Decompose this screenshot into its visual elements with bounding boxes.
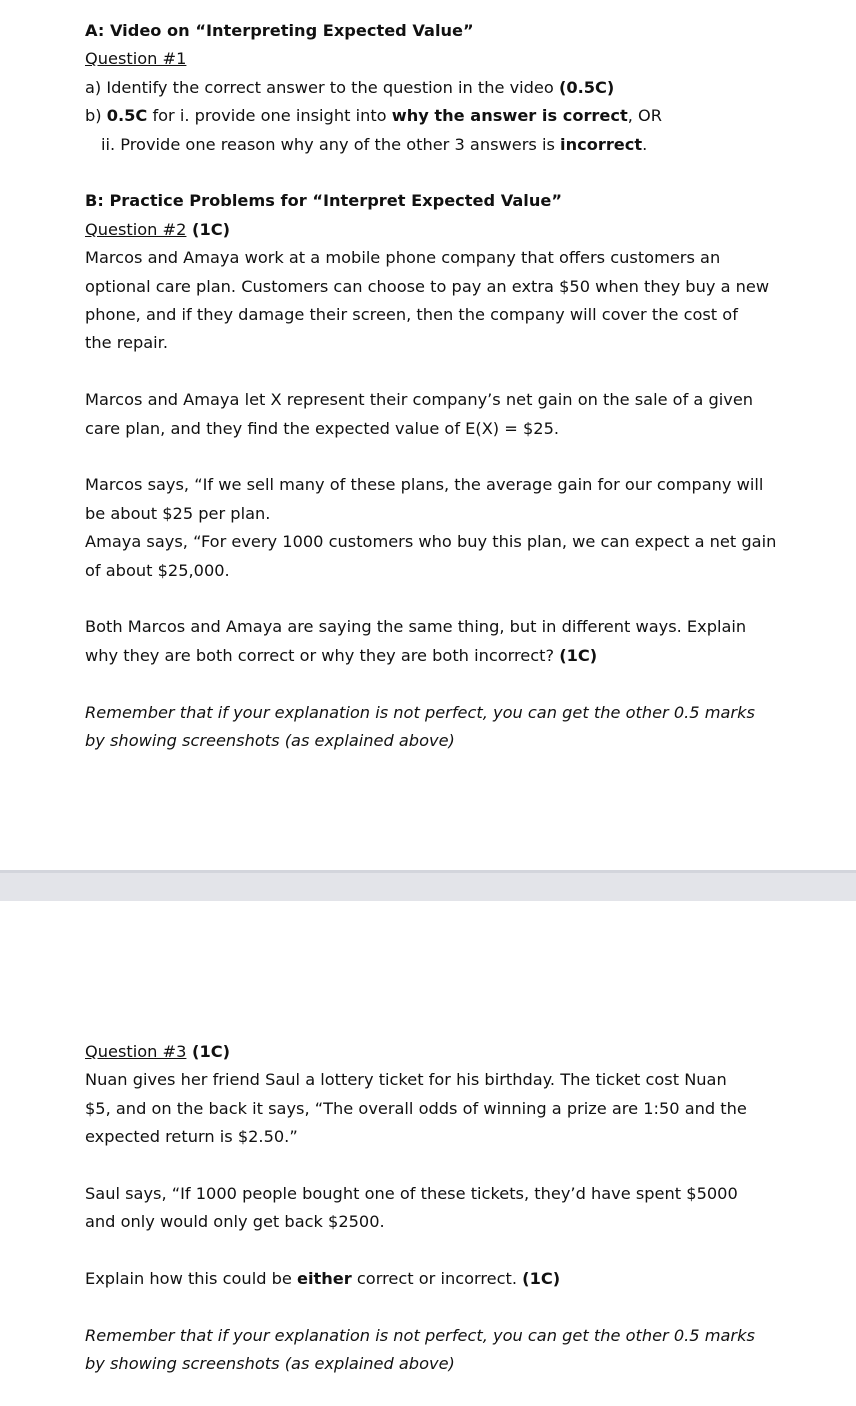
document-page-2 [0,901,856,1406]
q3-marks: (1C) [186,1042,230,1061]
q2-paragraph-1-line-1: Marcos and Amaya work at a mobile phone company that offers customers an [85,248,721,268]
section-b-heading: B: Practice Problems for “Interpret Expected Value” [85,191,562,211]
q3-saul-line-1: Saul says, “If 1000 people bought one of these tickets, they’d have spent $5000 [85,1184,738,1204]
question-1-label: Question #1 [85,49,187,69]
q2-paragraph-1-line-4: the repair. [85,333,168,353]
q2-reminder-line-1: Remember that if your explanation is not perfect, you can get the other 0.5 marks [85,702,755,722]
q2-reminder-line-2: by showing screenshots (as explained above) [85,731,455,751]
q2-marcos-line-2: be about $25 per plan. [85,503,271,523]
q2-paragraph-1-line-2: optional care plan. Customers can choose to pay an extra $50 when they buy a new [85,276,770,296]
q3-reminder-line-2: by showing screenshots (as explained above) [85,1354,455,1374]
q1-part-b: b) 0.5C for i. provide one insight into why the answer is correct, OR [85,106,663,126]
q1-part-a: a) Identify the correct answer to the question in the video (0.5C) [85,77,615,97]
q2-prompt-line-1: Both Marcos and Amaya are saying the same thing, but in different ways. Explain [85,617,747,637]
page-break-divider [0,870,856,901]
q3-paragraph-1-line-1: Nuan gives her friend Saul a lottery ticket for his birthday. The ticket cost Nuan [85,1070,727,1090]
q3-prompt: Explain how this could be either correct or incorrect. (1C) [85,1269,561,1289]
q3-prompt-marks: (1C) [522,1269,561,1289]
q2-prompt-marks: (1C) [559,645,598,665]
q1-part-b-marks: 0.5C [106,106,148,126]
q2-paragraph-1-line-3: phone, and if they damage their screen, then the company will cover the cost of [85,305,738,325]
q2-amaya-line-1: Amaya says, “For every 1000 customers who buy this plan, we can expect a net gain [85,532,777,552]
section-a-heading: A: Video on “Interpreting Expected Value” [85,21,474,40]
question-3-label: Question #3 (1C) [85,1042,230,1061]
q3-paragraph-1-line-2: $5, and on the back it says, “The overall odds of winning a prize are 1:50 and the [85,1098,747,1118]
q2-paragraph-2-line-1: Marcos and Amaya let X represent their company’s net gain on the sale of a given [85,390,754,410]
q3-reminder-line-1: Remember that if your explanation is not perfect, you can get the other 0.5 marks [85,1326,755,1346]
question-2-label: Question #2 (1C) [85,219,230,239]
q2-marks: (1C) [186,219,230,239]
page-2-content [85,1038,780,1379]
q2-amaya-line-2: of about $25,000. [85,560,230,580]
q2-paragraph-2-line-2: care plan, and they find the expected value of E(X) = $25. [85,418,560,438]
q1-part-b-ii: ii. Provide one reason why any of the other 3 answers is incorrect. [101,134,648,154]
q3-paragraph-1-line-3: expected return is $2.50.” [85,1127,298,1147]
q2-marcos-line-1: Marcos says, “If we sell many of these plans, the average gain for our company will [85,475,764,495]
q1-part-a-marks: (0.5C) [558,77,615,97]
q3-saul-line-2: and only would only get back $2500. [85,1212,385,1232]
q2-prompt-line-2: why they are both correct or why they are both incorrect? (1C) [85,645,598,665]
page-1-content [85,17,780,755]
